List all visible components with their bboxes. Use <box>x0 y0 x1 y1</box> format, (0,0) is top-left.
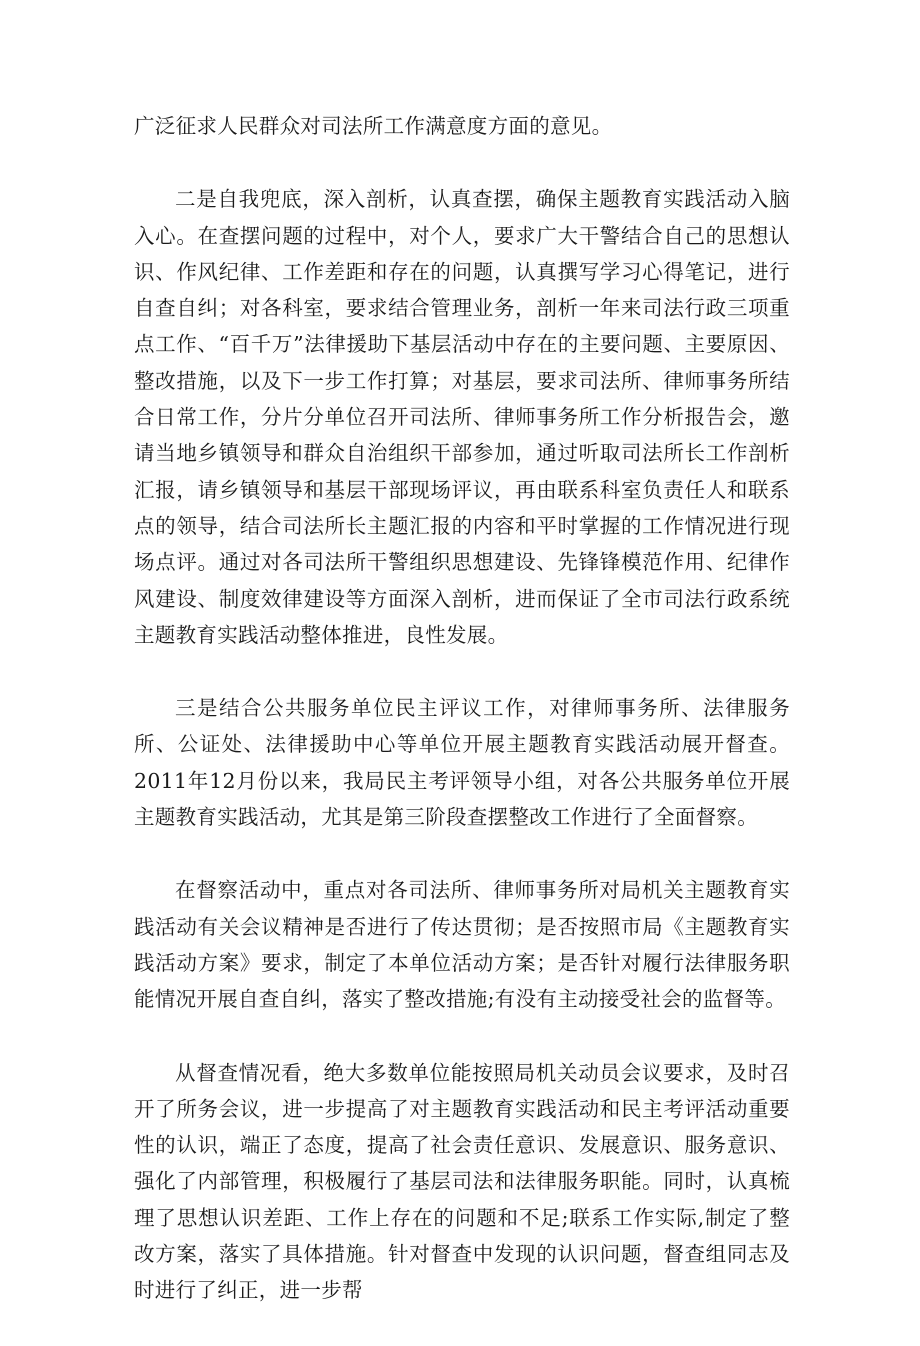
paragraph-public-service-review: 三是结合公共服务单位民主评议工作，对律师事务所、法律服务所、公证处、法律援助中心等单位开展主题教育实践活动展开督查。2011年12月份以来，我局民主考评领导小组，对各公共服务单位开展主题教育实践活动，尤其是第三阶段查摆整改工作进行了全面督察。 <box>134 696 790 830</box>
paragraph-continuation: 广泛征求人民群众对司法所工作满意度方面的意见。 <box>134 114 613 138</box>
paragraph-inspection-focus: 在督察活动中，重点对各司法所、律师事务所对局机关主题教育实践活动有关会议精神是否进行了传达贯彻；是否按照市局《主题教育实践活动方案》要求，制定了本单位活动方案；是否针对履行法律服务职能情况开展自查自纠，落实了整改措施;有没有主动接受社会的监督等。 <box>134 878 790 1012</box>
paragraph-inspection-results: 从督查情况看，绝大多数单位能按照局机关动员会议要求，及时召开了所务会议，进一步提高了对主题教育实践活动和民主考评活动重要性的认识，端正了态度，提高了社会责任意识、发展意识、服务意识、强化了内部管理，积极履行了基层司法和法律服务职能。同时，认真梳理了思想认识差距、工作上存在的问题和不足;联系工作实际,制定了整改方案，落实了具体措施。针对督查中发现的认识问题，督查组同志及时进行了纠正，进一步帮 <box>134 1060 790 1303</box>
document-body <box>134 108 790 1346</box>
paragraph-self-examination: 二是自我兜底，深入剖析，认真查摆，确保主题教育实践活动入脑入心。在查摆问题的过程中，对个人，要求广大干警结合自己的思想认识、作风纪律、工作差距和存在的问题，认真撰写学习心得笔记，进行自查自纠；对各科室，要求结合管理业务，剖析一年来司法行政三项重点工作、“百千万”法律援助下基层活动中存在的主要问题、主要原因、整改措施，以及下一步工作打算；对基层，要求司法所、律师事务所结合日常工作，分片分单位召开司法所、律师事务所工作分析报告会，邀请当地乡镇领导和群众自治组织干部参加，通过听取司法所长工作剖析汇报，请乡镇领导和基层干部现场评议，再由联系科室负责任人和联系点的领导，结合司法所长主题汇报的内容和平时掌握的工作情况进行现场点评。通过对各司法所干警组织思想建设、先锋锋模范作用、纪律作风建设、制度效律建设等方面深入剖析，进而保证了全市司法行政系统主题教育实践活动整体推进，良性发展。 <box>134 187 790 647</box>
